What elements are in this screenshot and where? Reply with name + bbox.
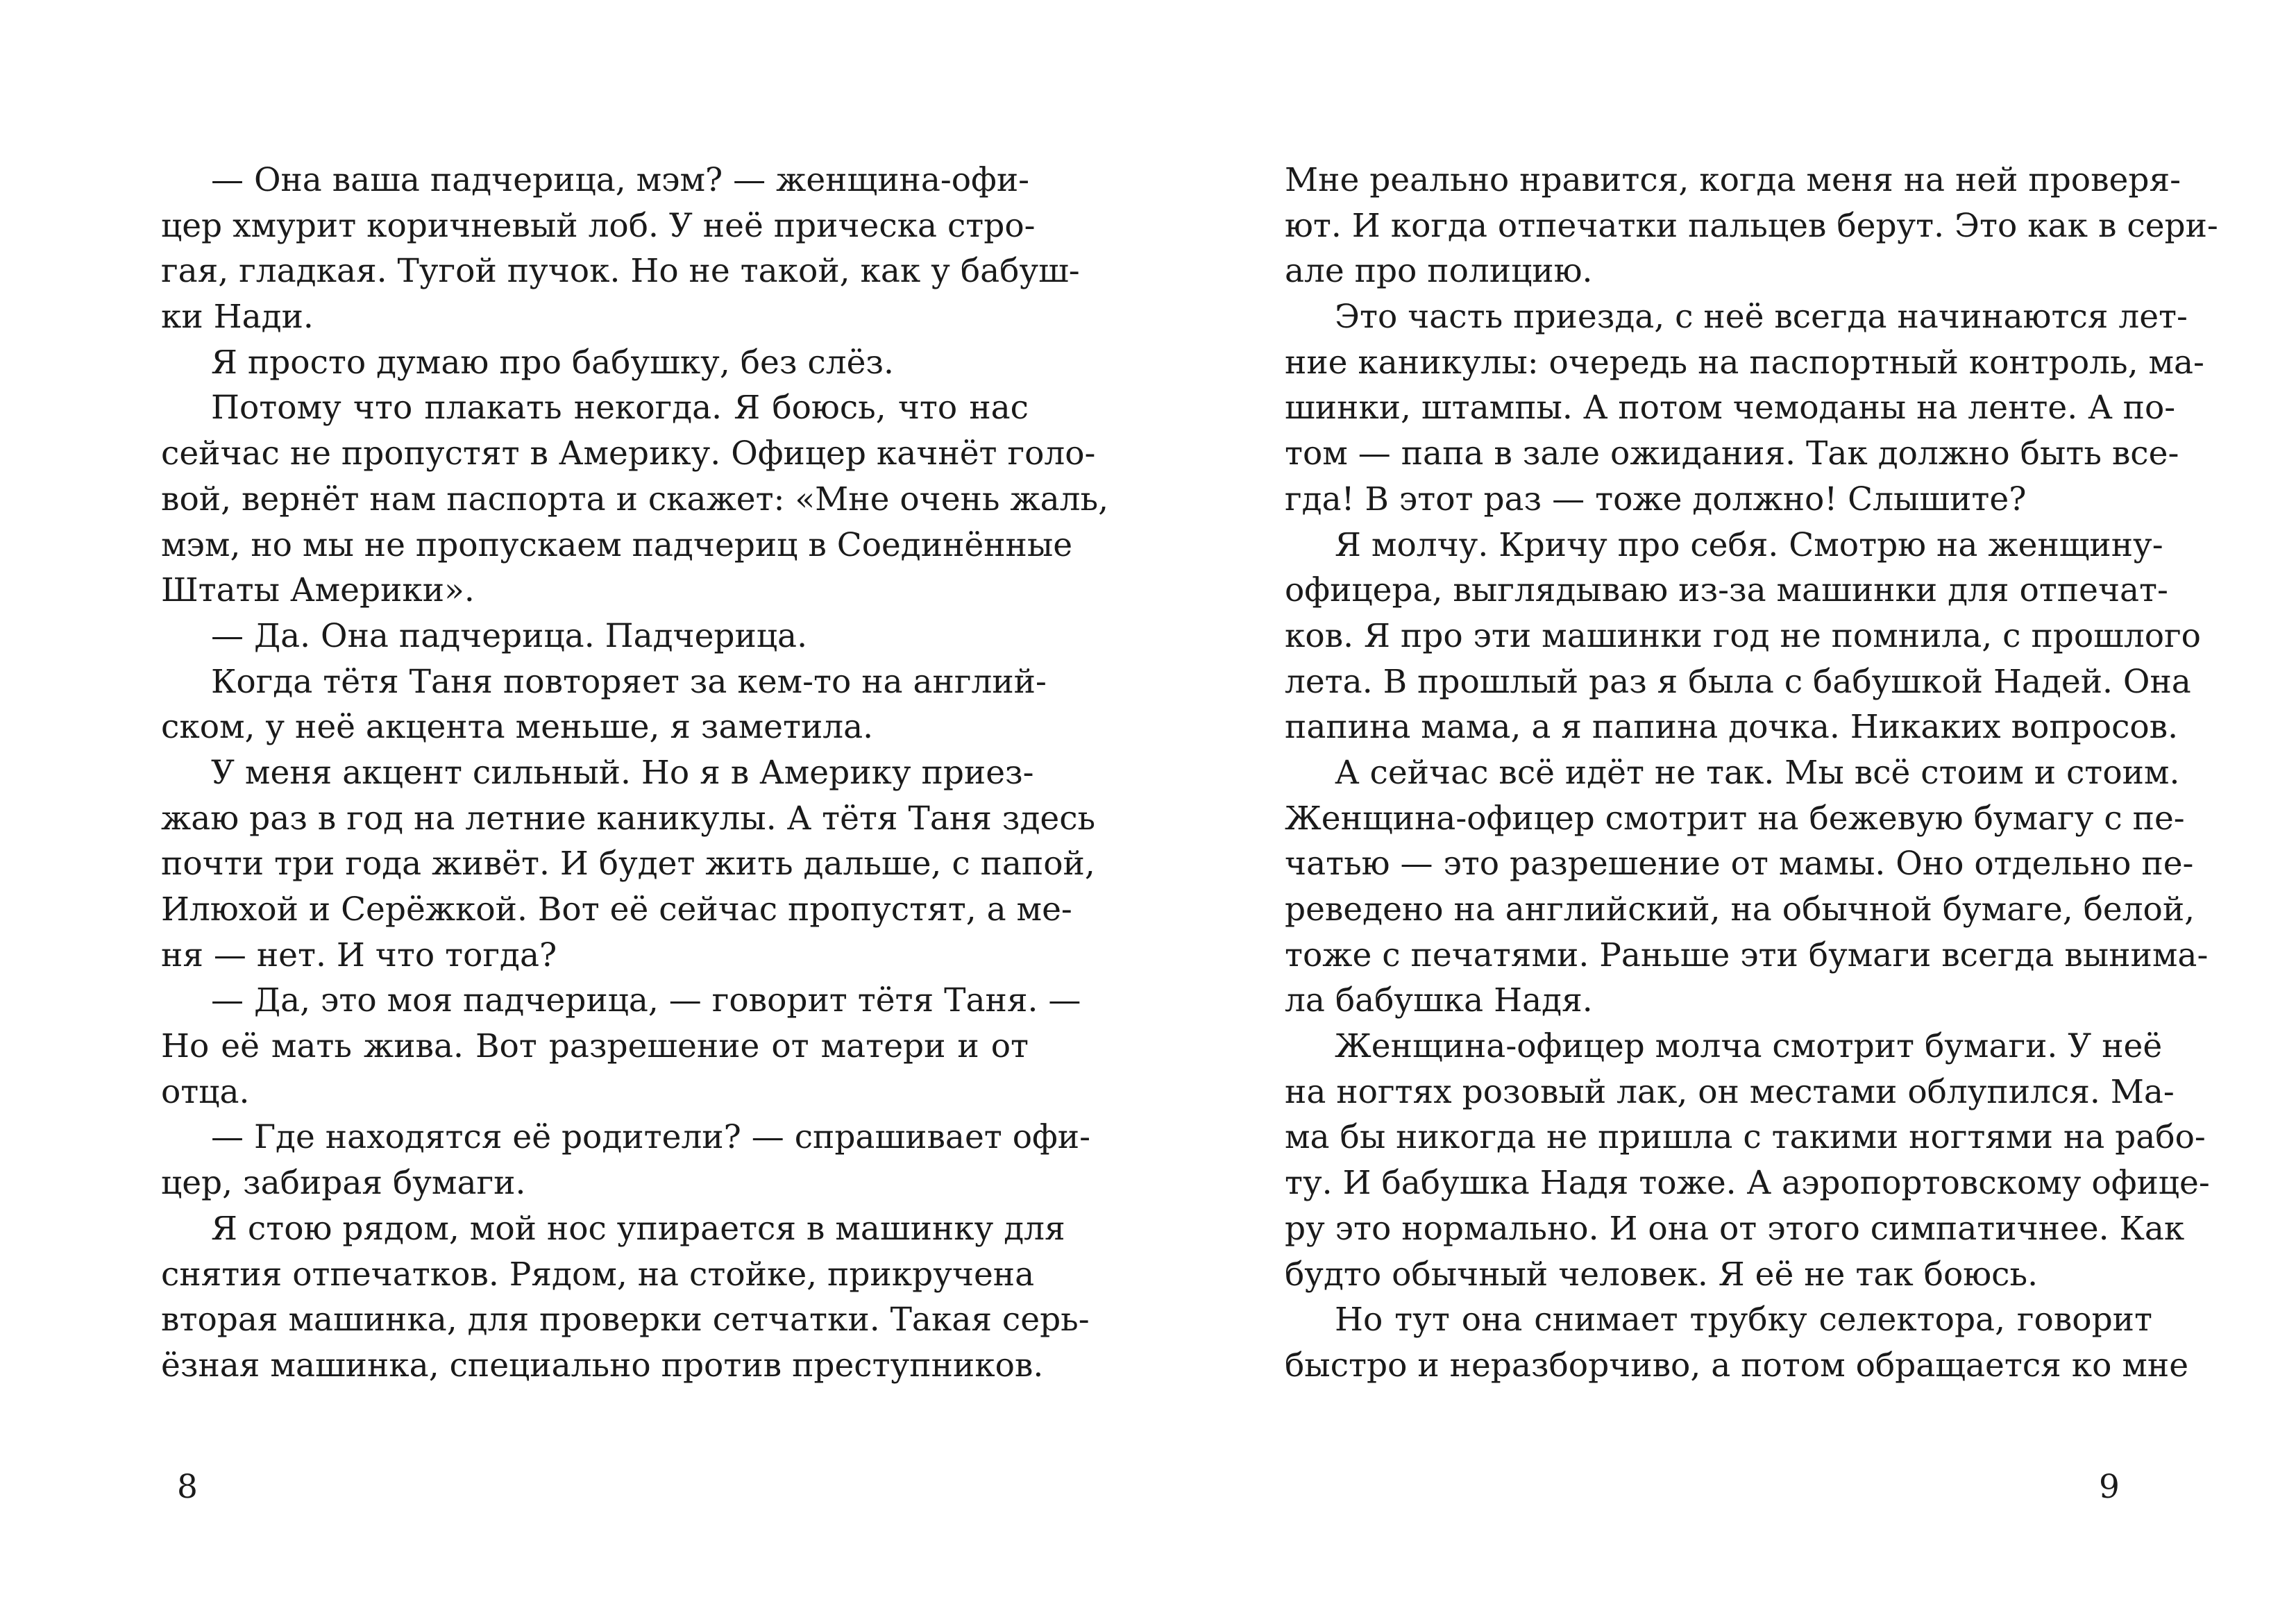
left-page-number: 8 [177, 1468, 198, 1506]
text-line: Женщина-офицер молча смотрит бумаги. У неё [1335, 1027, 2163, 1066]
text-line: будто обычный человек. Я её не так боюсь. [1285, 1255, 2038, 1294]
text-line: лета. В прошлый раз я была с бабушкой Надей. Она [1285, 662, 2191, 701]
text-line: Женщина-офицер смотрит на бежевую бумагу с пе- [1285, 799, 2185, 838]
right-page-number: 9 [2099, 1468, 2120, 1506]
text-line: сейчас не пропустят в Америку. Офицер качнёт голо- [161, 434, 1096, 473]
text-line: Я просто думаю про бабушку, без слёз. [211, 343, 894, 382]
text-line: Но тут она снимает трубку селектора, говорит [1335, 1301, 2152, 1339]
right-page [1148, 0, 2296, 1615]
text-line: У меня акцент сильный. Но я в Америку приез- [211, 753, 1034, 792]
text-line: ла бабушка Надя. [1285, 981, 1593, 1020]
text-line: жаю раз в год на летние каникулы. А тётя Таня здесь [161, 799, 1096, 838]
text-line: Штаты Америки». [161, 571, 475, 610]
text-line: ту. И бабушка Надя тоже. А аэропортовскому офице- [1285, 1164, 2210, 1203]
text-line: шинки, штампы. А потом чемоданы на ленте. А по- [1285, 389, 2176, 428]
text-line: Это часть приезда, с неё всегда начинаются лет- [1335, 298, 2188, 337]
text-line: Я стою рядом, мой нос упирается в машинку для [211, 1209, 1065, 1248]
text-line: почти три года живёт. И будет жить дальше, с папой, [161, 845, 1095, 883]
right-page-body [1285, 158, 2218, 1389]
text-line: том — папа в зале ожидания. Так должно быть все- [1285, 434, 2179, 473]
text-line: — Она ваша падчерица, мэм? — женщина-офи- [211, 161, 1030, 199]
text-line: ня — нет. И что тогда? [161, 936, 557, 974]
text-line: цер, забирая бумаги. [161, 1164, 526, 1203]
text-line: Когда тётя Таня повторяет за кем-то на англий- [211, 662, 1047, 701]
text-line: ки Нади. [161, 298, 314, 337]
text-line: тоже с печатями. Раньше эти бумаги всегда вынима- [1285, 936, 2209, 974]
text-line: Мне реально нравится, когда меня на ней проверя- [1285, 161, 2181, 199]
text-line: вторая машинка, для проверки сетчатки. Такая серь- [161, 1301, 1090, 1339]
text-line: цер хмурит коричневый лоб. У неё прическа стро- [161, 206, 1036, 245]
text-line: Потому что плакать некогда. Я боюсь, что нас [211, 389, 1029, 428]
text-line: ма бы никогда не пришла с такими ногтями на рабо- [1285, 1118, 2206, 1157]
text-line: Но её мать жива. Вот разрешение от матери и от [161, 1027, 1029, 1066]
text-line: реведено на английский, на обычной бумаге, белой, [1285, 890, 2195, 929]
text-line: — Где находятся её родители? — спрашивает офи- [211, 1118, 1091, 1157]
text-line: отца. [161, 1072, 250, 1111]
text-line: Я молчу. Кричу про себя. Смотрю на женщину- [1335, 525, 2163, 564]
text-line: А сейчас всё идёт не так. Мы всё стоим и стоим. [1335, 753, 2180, 792]
text-line: Илюхой и Серёжкой. Вот её сейчас пропустят, а ме- [161, 890, 1072, 929]
text-line: чатью — это разрешение от мамы. Оно отдельно пе- [1285, 845, 2194, 883]
text-line: ёзная машинка, специально против преступников. [161, 1346, 1044, 1385]
text-line: ние каникулы: очередь на паспортный контроль, ма- [1285, 343, 2204, 382]
text-line: гая, гладкая. Тугой пучок. Но не такой, как у бабуш- [161, 252, 1080, 291]
text-line: — Да, это моя падчерица, — говорит тётя Таня. — [211, 981, 1081, 1020]
text-line: ском, у неё акцента меньше, я заметила. [161, 708, 874, 747]
text-line: на ногтях розовый лак, он местами облупился. Ма- [1285, 1072, 2175, 1111]
text-line: офицера, выглядываю из-за машинки для отпечат- [1285, 571, 2168, 610]
left-page-body [161, 158, 1109, 1389]
text-line: вой, вернёт нам паспорта и скажет: «Мне очень жаль, [161, 480, 1109, 518]
text-line: ру это нормально. И она от этого симпатичнее. Как [1285, 1209, 2185, 1248]
text-line: снятия отпечатков. Рядом, на стойке, прикручена [161, 1255, 1035, 1294]
text-line: ков. Я про эти машинки год не помнила, с прошлого [1285, 616, 2201, 655]
text-line: быстро и неразборчиво, а потом обращается ко мне [1285, 1346, 2189, 1385]
text-line: ют. И когда отпечатки пальцев берут. Это как в сери- [1285, 206, 2218, 245]
text-line: — Да. Она падчерица. Падчерица. [211, 616, 808, 655]
text-line: гда! В этот раз — тоже должно! Слышите? [1285, 480, 2027, 518]
text-line: мэм, но мы не пропускаем падчериц в Соединённые [161, 525, 1073, 564]
text-line: але про полицию. [1285, 252, 1593, 291]
text-line: папина мама, а я папина дочка. Никаких вопросов. [1285, 708, 2179, 747]
